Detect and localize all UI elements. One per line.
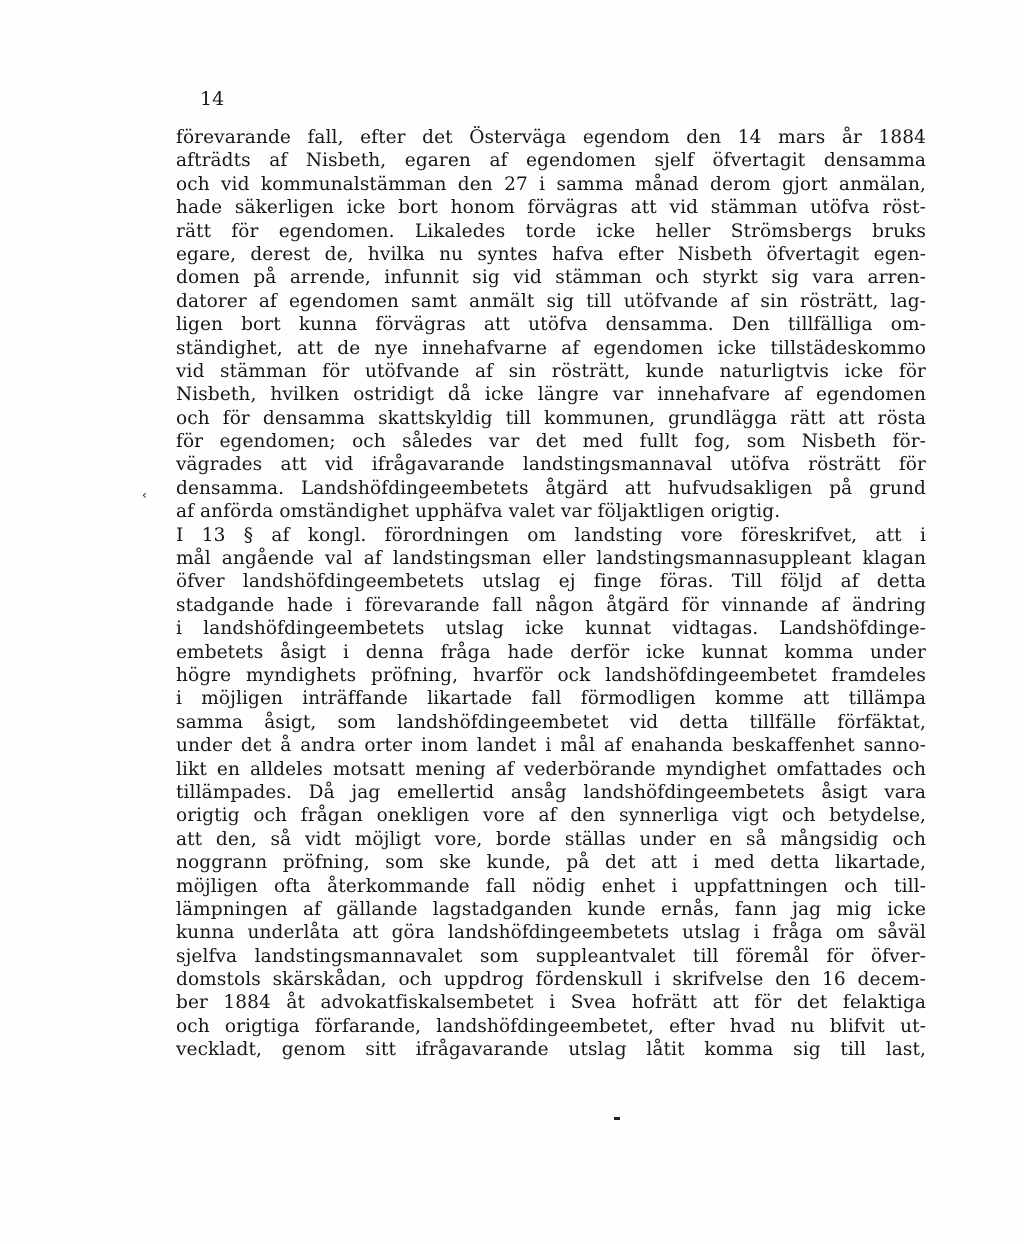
text-line: under det å andra orter inom landet i mål af enahanda beskaffenhet sanno-: [176, 735, 926, 757]
text-line: veckladt, genom sitt ifrågavarande utslag låtit komma sig till last,: [176, 1039, 926, 1061]
text-line: för egendomen; och således var det med fullt fog, som Nisbeth för-: [176, 431, 926, 453]
text-line: ständighet, att de nye innehafvarne af egendomen icke tillstädeskommo: [176, 337, 926, 359]
text-line: embetets åsigt i denna fråga hade derför icke kunnat komma under: [176, 641, 926, 663]
text-line: sjelfva landstingsmannavalet som suppleantvalet till föremål för öfver-: [176, 945, 926, 967]
text-line: ligen bort kunna förvägras att utöfva densamma. Den tillfälliga om-: [176, 314, 926, 336]
text-line: egare, derest de, hvilka nu syntes hafva efter Nisbeth öfvertagit egen-: [176, 243, 926, 265]
text-line: rätt för egendomen. Likaledes torde icke heller Strömsbergs bruks: [176, 220, 926, 242]
text-line: att den, så vidt möjligt vore, borde ställas under en så mångsidig och: [176, 828, 926, 850]
text-line: tillämpades. Då jag emellertid ansåg landshöfdingeembetets åsigt vara: [176, 781, 926, 803]
text-line: och för densamma skattskyldig till kommunen, grundlägga rätt att rösta: [176, 407, 926, 429]
text-line: af anförda omständighet upphäfva valet var följaktligen origtig.: [176, 501, 781, 523]
text-line: vägrades att vid ifrågavarande landstingsmannaval utöfva rösträtt för: [176, 454, 926, 476]
text-line: ber 1884 åt advokatfiskalsembetet i Svea hofrätt att för det felaktiga: [176, 992, 926, 1014]
text-line: i möjligen inträffande likartade fall förmodligen komme att tillämpa: [176, 688, 926, 710]
text-line: origtig och frågan onekligen vore af den synnerliga vigt och betydelse,: [176, 805, 926, 827]
text-line: densamma. Landshöfdingeembetets åtgärd att hufvudsakligen på grund: [176, 477, 926, 499]
text-line: öfver landshöfdingeembetets utslag ej finge föras. Till följd af detta: [176, 571, 926, 593]
text-line: i landshöfdingeembetets utslag icke kunnat vidtagas. Landshöfdinge-: [176, 618, 926, 640]
text-line: hade säkerligen icke bort honom förvägras att vid stämman utöfva röst-: [176, 197, 926, 219]
text-line: likt en alldeles motsatt mening af vederbörande myndighet omfattades och: [176, 758, 926, 780]
text-line: förevarande fall, efter det Österväga egendom den 14 mars år 1884: [176, 127, 926, 148]
text-line: noggrann pröfning, som ske kunde, på det att i med detta likartade,: [176, 852, 926, 874]
text-line: vid stämman för utöfvande af sin rösträtt, kunde naturligtvis icke för: [176, 360, 926, 382]
text-line: kunna underlåta att göra landshöfdingeembetets utslag i fråga om såväl: [176, 922, 926, 944]
text-line: I 13 § af kongl. förordningen om landsting vore föreskrifvet, att i: [176, 524, 926, 546]
text-line: och vid kommunalstämman den 27 i samma månad derom gjort anmälan,: [176, 173, 926, 195]
text-line: lämpningen af gällande lagstadganden kunde ernås, fann jag mig icke: [176, 898, 926, 920]
text-line: domen på arrende, infunnit sig vid stämman och styrkt sig vara arren-: [176, 267, 926, 289]
margin-mark: ‹: [142, 488, 147, 502]
body-text: [176, 126, 926, 1062]
text-line: afträdts af Nisbeth, egaren af egendomen sjelf öfvertagit densamma: [176, 150, 926, 172]
text-line: mål angående val af landstingsman eller landstingsmannasuppleant klagan: [176, 548, 926, 570]
text-line: möjligen ofta återkommande fall nödig enhet i uppfattningen och till-: [176, 875, 926, 897]
text-line: domstols skärskådan, och uppdrog fördenskull i skrifvelse den 16 decem-: [176, 969, 926, 991]
print-speck: [614, 1117, 620, 1120]
text-line: och origtiga förfarande, landshöfdingeembetet, efter hvad nu blifvit ut-: [176, 1015, 926, 1037]
text-line: Nisbeth, hvilken ostridigt då icke längre var innehafvare af egendomen: [176, 384, 926, 406]
text-line: stadgande hade i förevarande fall någon åtgärd för vinnande af ändring: [176, 594, 926, 616]
page-number: 14: [200, 88, 225, 110]
text-line: samma åsigt, som landshöfdingeembetet vid detta tillfälle förfäktat,: [176, 711, 926, 733]
text-line: datorer af egendomen samt anmält sig till utöfvande af sin rösträtt, lag-: [176, 290, 926, 312]
text-line: högre myndighets pröfning, hvarför ock landshöfdingeembetet framdeles: [176, 664, 926, 686]
